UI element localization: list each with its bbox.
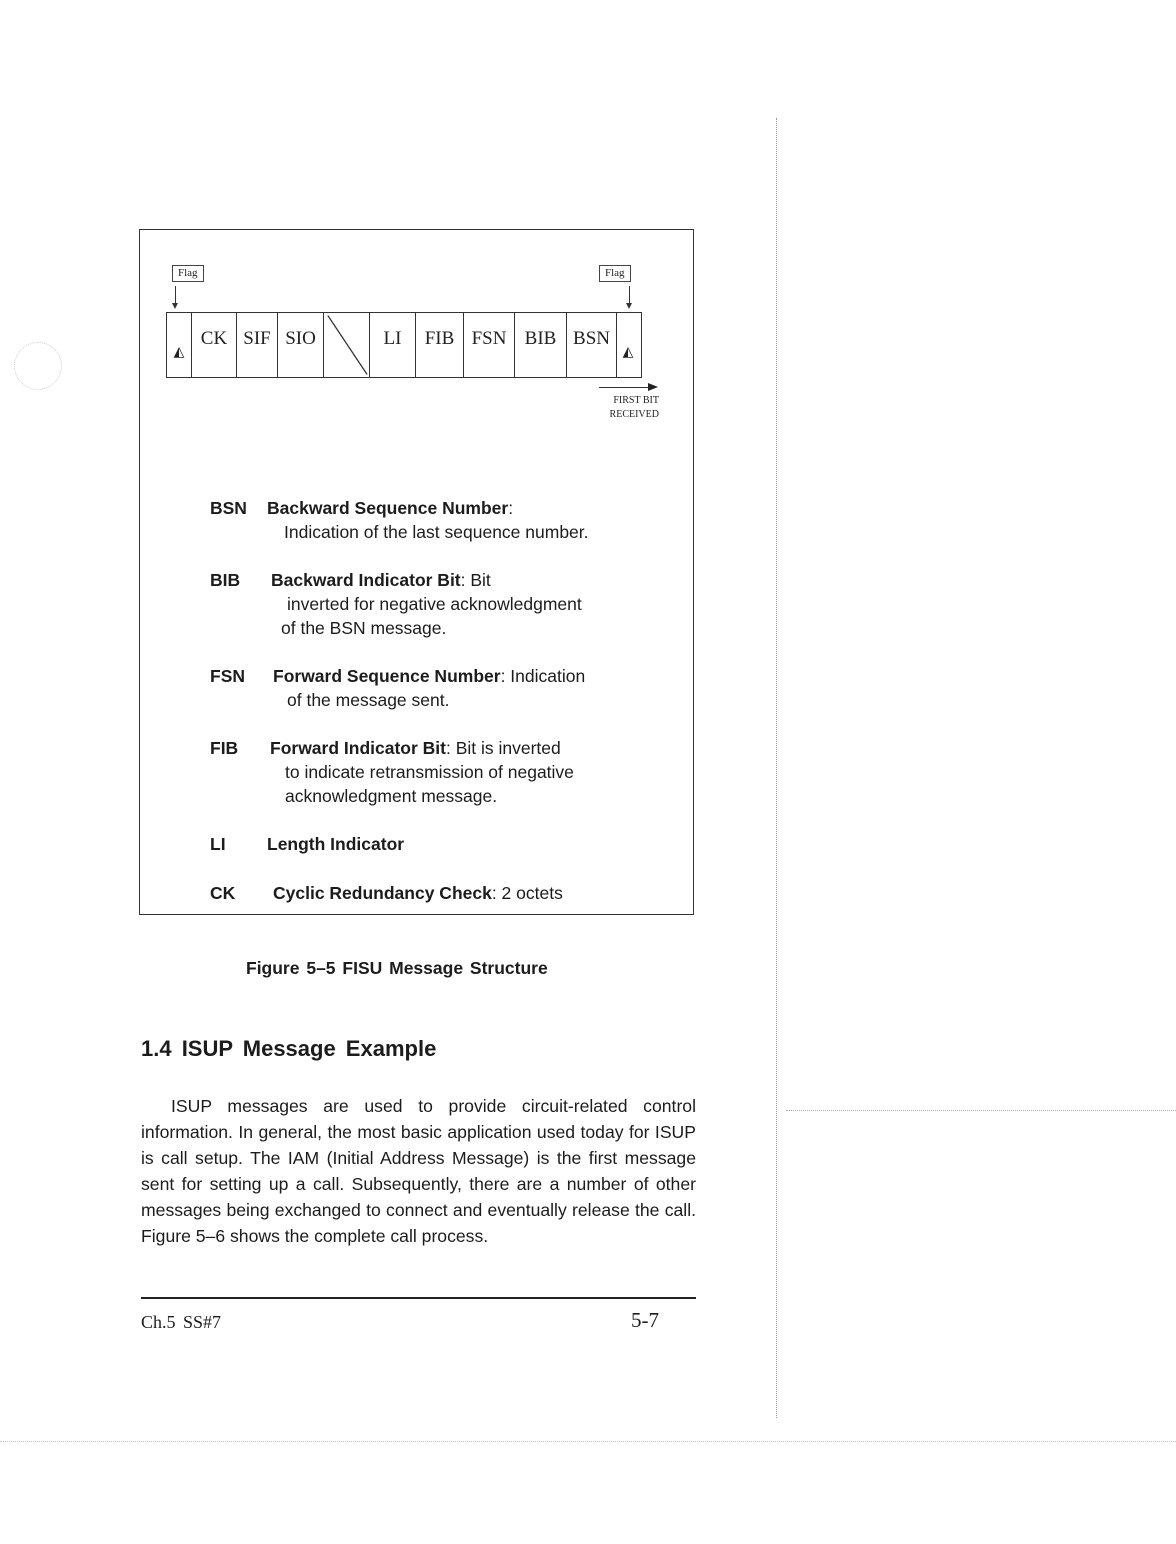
legend-term: Backward Indicator Bit bbox=[271, 570, 461, 590]
diagonal-slash-icon bbox=[324, 313, 369, 377]
legend-abbr: FIB bbox=[210, 738, 239, 758]
frame-flag-right: ◭ bbox=[622, 344, 634, 360]
legend-abbr: LI bbox=[210, 834, 226, 854]
page-bottom-edge bbox=[0, 1441, 1176, 1442]
flag-arrow-left bbox=[175, 286, 176, 304]
flag-arrow-right bbox=[629, 286, 630, 304]
flag-label-right: Flag bbox=[599, 265, 631, 282]
frame-field-li: LI bbox=[370, 313, 416, 377]
legend-text: to indicate retransmission of negative bbox=[285, 762, 574, 782]
legend-term: Backward Sequence Number bbox=[267, 498, 509, 518]
legend-item-bib bbox=[210, 568, 582, 640]
footer-chapter: Ch.5 SS#7 bbox=[141, 1312, 222, 1332]
legend-item-ck bbox=[210, 881, 563, 905]
legend-abbr: FSN bbox=[210, 666, 245, 686]
frame-field-sif: SIF bbox=[237, 313, 278, 377]
scan-dotted-line bbox=[786, 1110, 1176, 1111]
legend-text: : Bit is inverted bbox=[445, 738, 561, 758]
legend-term: Length Indicator bbox=[267, 834, 405, 854]
frame-field-bsn: BSN bbox=[567, 313, 617, 377]
frame-field-bib: BIB bbox=[515, 313, 567, 377]
fisu-frame bbox=[166, 312, 642, 378]
page-number: 5-7 bbox=[631, 1308, 659, 1332]
legend-text: of the BSN message. bbox=[281, 618, 447, 638]
frame-field-fib: FIB bbox=[416, 313, 464, 377]
legend-item-bsn bbox=[210, 496, 589, 544]
frame-flag-left: ◭ bbox=[167, 313, 192, 377]
legend-text: acknowledgment message. bbox=[285, 786, 498, 806]
legend-item-fib bbox=[210, 736, 574, 808]
figure-box bbox=[139, 229, 694, 915]
legend-term: Cyclic Redundancy Check bbox=[273, 883, 492, 903]
body-paragraph: ISUP messages are used to provide circuit-related control information. In general, the most basic application used today for ISUP is call setup. The IAM (Initial Address Message) is the first message sent for setting up a call. Subsequently, there are a number of other messages being exchanged to connect and eventually release the call. Figure 5–6 shows the complete call process. bbox=[141, 1096, 696, 1246]
legend-text: of the message sent. bbox=[287, 690, 450, 710]
figure-caption: Figure 5–5 FISU Message Structure bbox=[246, 958, 548, 978]
legend-term: Forward Indicator Bit bbox=[270, 738, 446, 758]
legend-text: : 2 octets bbox=[491, 883, 563, 903]
page-margin-line bbox=[776, 118, 777, 1418]
legend-text: inverted for negative acknowledgment bbox=[287, 594, 582, 614]
legend-abbr: CK bbox=[210, 883, 236, 903]
legend-item-fsn bbox=[210, 664, 585, 712]
legend-text: : Indication bbox=[500, 666, 586, 686]
frame-field-fsn: FSN bbox=[464, 313, 515, 377]
first-bit-label: FIRST BIT RECEIVED bbox=[609, 395, 659, 420]
legend-item-li bbox=[210, 832, 404, 856]
flag-label-left: Flag bbox=[172, 265, 204, 282]
frame-field-spare bbox=[324, 313, 370, 377]
legend-term: Forward Sequence Number bbox=[273, 666, 501, 686]
binder-hole-mark bbox=[14, 342, 62, 390]
section-heading: 1.4 ISUP Message Example bbox=[141, 1036, 437, 1061]
footer-rule bbox=[141, 1297, 696, 1299]
legend-text: : bbox=[508, 498, 514, 518]
frame-field-sio: SIO bbox=[278, 313, 324, 377]
legend-text: : Bit bbox=[460, 570, 491, 590]
legend-text: Indication of the last sequence number. bbox=[284, 522, 589, 542]
legend-abbr: BSN bbox=[210, 498, 247, 518]
first-bit-arrow-icon bbox=[599, 387, 655, 388]
legend-abbr: BIB bbox=[210, 570, 241, 590]
frame-field-ck: CK bbox=[192, 313, 237, 377]
